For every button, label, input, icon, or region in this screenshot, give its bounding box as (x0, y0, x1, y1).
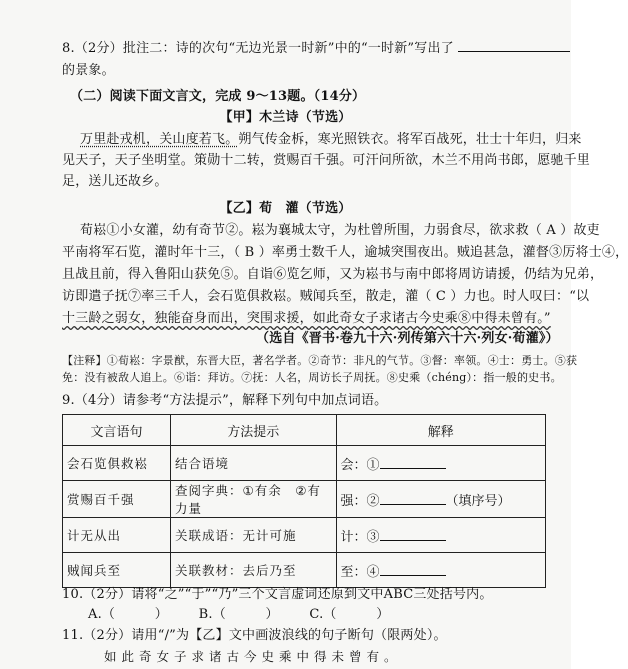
q9-prompt: 9.（4分）请参考“方法提示”，解释下列句中加点词语。 (62, 393, 388, 408)
row-answer[interactable] (336, 518, 545, 553)
row-method: 关联教材：去后乃至 (171, 553, 337, 588)
yi-title: 【乙】荀 灌（节选） (219, 201, 352, 216)
table-row (63, 553, 546, 588)
answer-blank[interactable] (380, 528, 446, 541)
row-sentence: 会石览俱救崧 (63, 446, 171, 481)
notes-line1: 【注释】①荀崧：字景猷，东晋大臣，著名学者。②奇节：非凡的气节。③督：率领。④士：勇士。⑤获 (62, 354, 578, 367)
answer-note: （填序号） (445, 493, 511, 509)
q9-table (62, 414, 546, 588)
row-answer[interactable] (336, 481, 545, 518)
jia-title: 【甲】木兰诗（节选） (219, 110, 352, 125)
answer-label: 强：② (340, 493, 380, 509)
row-sentence: 计无从出 (63, 518, 171, 553)
answer-blank[interactable] (380, 563, 446, 576)
notes-line2: 免：没有被敌人追上。⑥诣：拜访。⑦抚：人名，周访长子周抚。⑧史乘（chéng）：指一般的史书。 (62, 371, 562, 384)
yi-line: 且战且前，得入鲁阳山获免⑤。自诣⑥览乞师，又为崧书与南中郎将周访请援，仍结为兄弟， (62, 267, 604, 282)
yi-source: （选自《晋书·卷九十六·列传第六十六·列女·荀灌》） (256, 331, 559, 346)
yi-line: 访即遣子抚⑦率三千人，会石览俱救崧。贼闻兵至，散走，灌（ C ）力也。时人叹曰：“以 (62, 289, 590, 304)
q10-prompt: 10.（2分）请将“之”“于”“乃”三个文言虚词还原到文中ABC三处括号内。 (62, 587, 493, 602)
q8-line1 (62, 39, 570, 57)
q11-sentence[interactable]: 如此奇女子求诸古今史乘中得未曾有。 (104, 649, 402, 664)
yi-line: 荀崧①小女灌，幼有奇节②。崧为襄城太守，为杜曾所围，力弱食尽，欲求救（ A ）故吏 (80, 223, 600, 238)
table-row (63, 518, 546, 553)
row-sentence: 贼闻兵至 (63, 553, 171, 588)
q10-option-b[interactable]: B.（ ） (198, 607, 279, 622)
jia-line2: 见天子，天子坐明堂。策勋十二转，赏赐百千强。可汗问所欲，木兰不用尚书郎，愿驰千里 (62, 153, 591, 168)
row-method: 关联成语：无计可施 (171, 518, 337, 553)
header-sentence: 文言语句 (63, 415, 171, 446)
answer-blank[interactable] (380, 492, 446, 505)
row-method: 结合语境 (171, 446, 337, 481)
yi-line: 平南将军石览，灌时年十三，（ B ）率勇士数千人，逾城突围夜出。贼追甚急，灌督③厉将士④， (62, 245, 628, 260)
q8-answer-blank[interactable] (458, 39, 570, 52)
table-row (63, 446, 546, 481)
q10-option-a[interactable]: A.（ ） (88, 607, 168, 622)
row-sentence: 赏赐百千强 (63, 481, 171, 518)
table-row (63, 481, 546, 518)
row-answer[interactable] (336, 446, 545, 481)
answer-label: 至：④ (340, 564, 380, 580)
row-answer[interactable] (336, 553, 545, 588)
q10-option-c[interactable]: C.（ ） (309, 607, 390, 622)
header-answer: 解释 (336, 415, 545, 446)
q10-options (88, 606, 389, 623)
section-heading: （二）阅读下面文言文，完成 9～13题。（14分） (70, 89, 366, 104)
answer-label: 计：③ (340, 529, 380, 545)
q11-prompt: 11.（2分）请用“/”为【乙】文中画波浪线的句子断句（限两处）。 (62, 628, 447, 643)
jia-line3: 足，送儿还故乡。 (62, 174, 168, 189)
q8-line2: 的景象。 (62, 63, 115, 78)
q8-text: 8.（2分）批注二：诗的次句“无边光景一时新”中的“一时新”写出了 (62, 41, 454, 56)
row-method: 查阅字典：①有余 ②有力量 (171, 481, 337, 518)
header-method: 方法提示 (171, 415, 337, 446)
jia-line1-rest: 朔气传金柝，寒光照铁衣。将军百战死，壮士十年归，归来 (238, 132, 582, 147)
jia-highlight: 万里赴戎机，关山度若飞。 (80, 132, 239, 147)
table-header-row (63, 415, 546, 446)
answer-blank[interactable] (380, 456, 446, 469)
answer-label: 会：① (340, 457, 380, 473)
jia-line1 (80, 131, 582, 148)
yi-line-wavy: 十三龄之弱女，独能奋身而出，突围求援，如此奇女子求诸古今史乘⑧中得未曾有。” (62, 311, 551, 326)
